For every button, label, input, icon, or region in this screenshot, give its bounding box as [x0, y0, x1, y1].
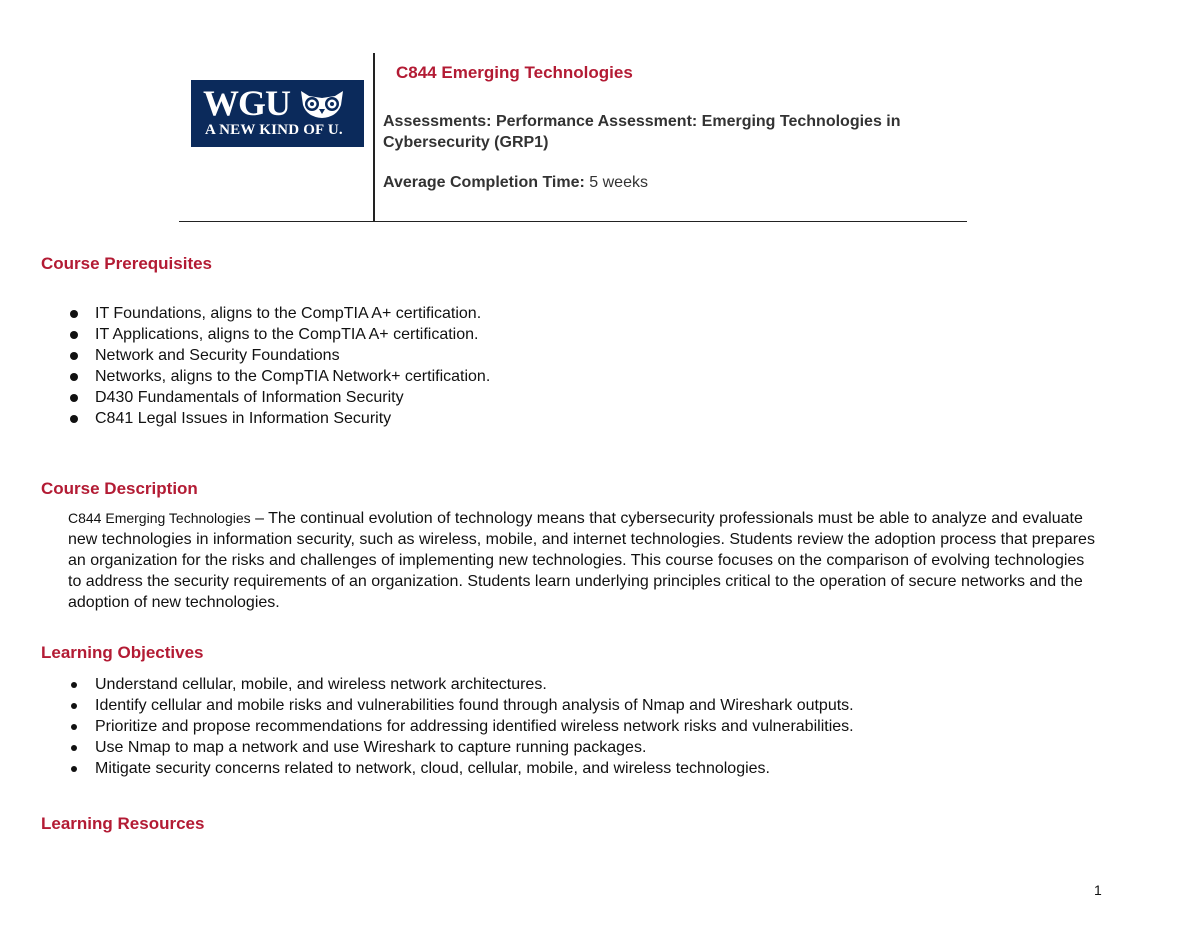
course-description	[68, 508, 1098, 613]
bullet-icon	[71, 745, 77, 751]
owl-icon	[297, 87, 347, 119]
avg-value: 5 weeks	[584, 174, 648, 191]
bullet-icon	[71, 703, 77, 709]
bullet-icon	[70, 331, 78, 339]
prerequisites-heading: Course Prerequisites	[41, 254, 213, 273]
bullet-icon	[70, 310, 78, 318]
list-item: Understand cellular, mobile, and wireless network architectures.	[68, 674, 854, 695]
list-item: Network and Security Foundations	[68, 345, 490, 366]
bullet-icon	[71, 682, 77, 688]
bullet-icon	[71, 724, 77, 730]
list-item: Prioritize and propose recommendations for addressing identified wireless network risks and vulnerabilities.	[68, 716, 854, 737]
list-item: IT Applications, aligns to the CompTIA A+ certification.	[68, 324, 490, 345]
wgu-logo	[191, 80, 364, 147]
logo-wordmark: WGU	[203, 83, 290, 123]
average-completion-time	[383, 174, 648, 192]
description-text: – The continual evolution of technology means that cybersecurity professionals must be able to analyze and evaluate new technologies in information security, such as wireless, mobile, and internet technologies. Students review the adoption process that prepares an organization for the risks and challenges of implementing new technologies. This course focuses on the comparison of evolving technologies to address the security requirements of an organization. Students learn underlying principles critical to the operation of secure networks and the adoption of new technologies.	[68, 510, 1095, 611]
list-item: IT Foundations, aligns to the CompTIA A+ certification.	[68, 303, 490, 324]
list-item: Networks, aligns to the CompTIA Network+ certification.	[68, 366, 490, 387]
description-heading: Course Description	[41, 479, 198, 498]
bullet-icon	[71, 766, 77, 772]
list-item: C841 Legal Issues in Information Security	[68, 408, 490, 429]
header-divider-vertical	[373, 53, 375, 222]
list-item: Use Nmap to map a network and use Wireshark to capture running packages.	[68, 737, 854, 758]
bullet-icon	[70, 352, 78, 360]
objectives-heading: Learning Objectives	[41, 643, 204, 662]
description-course-name: C844 Emerging Technologies	[68, 510, 251, 526]
course-title: C844 Emerging Technologies	[396, 63, 633, 82]
bullet-icon	[70, 373, 78, 381]
list-item: Mitigate security concerns related to network, cloud, cellular, mobile, and wireless technologies.	[68, 758, 854, 779]
avg-label: Average Completion Time:	[383, 174, 585, 191]
bullet-icon	[70, 415, 78, 423]
resources-heading: Learning Resources	[41, 814, 205, 833]
logo-tagline: A NEW KIND OF U.	[205, 122, 343, 138]
objectives-list	[68, 674, 854, 779]
prerequisites-list	[68, 303, 490, 429]
assessments-text: Assessments: Performance Assessment: Emerging Technologies in Cybersecurity (GRP1)	[383, 113, 901, 151]
page-number: 1	[1094, 882, 1102, 898]
header-divider-horizontal	[179, 221, 967, 222]
list-item: Identify cellular and mobile risks and vulnerabilities found through analysis of Nmap and Wireshark outputs.	[68, 695, 854, 716]
bullet-icon	[70, 394, 78, 402]
list-item: D430 Fundamentals of Information Security	[68, 387, 490, 408]
